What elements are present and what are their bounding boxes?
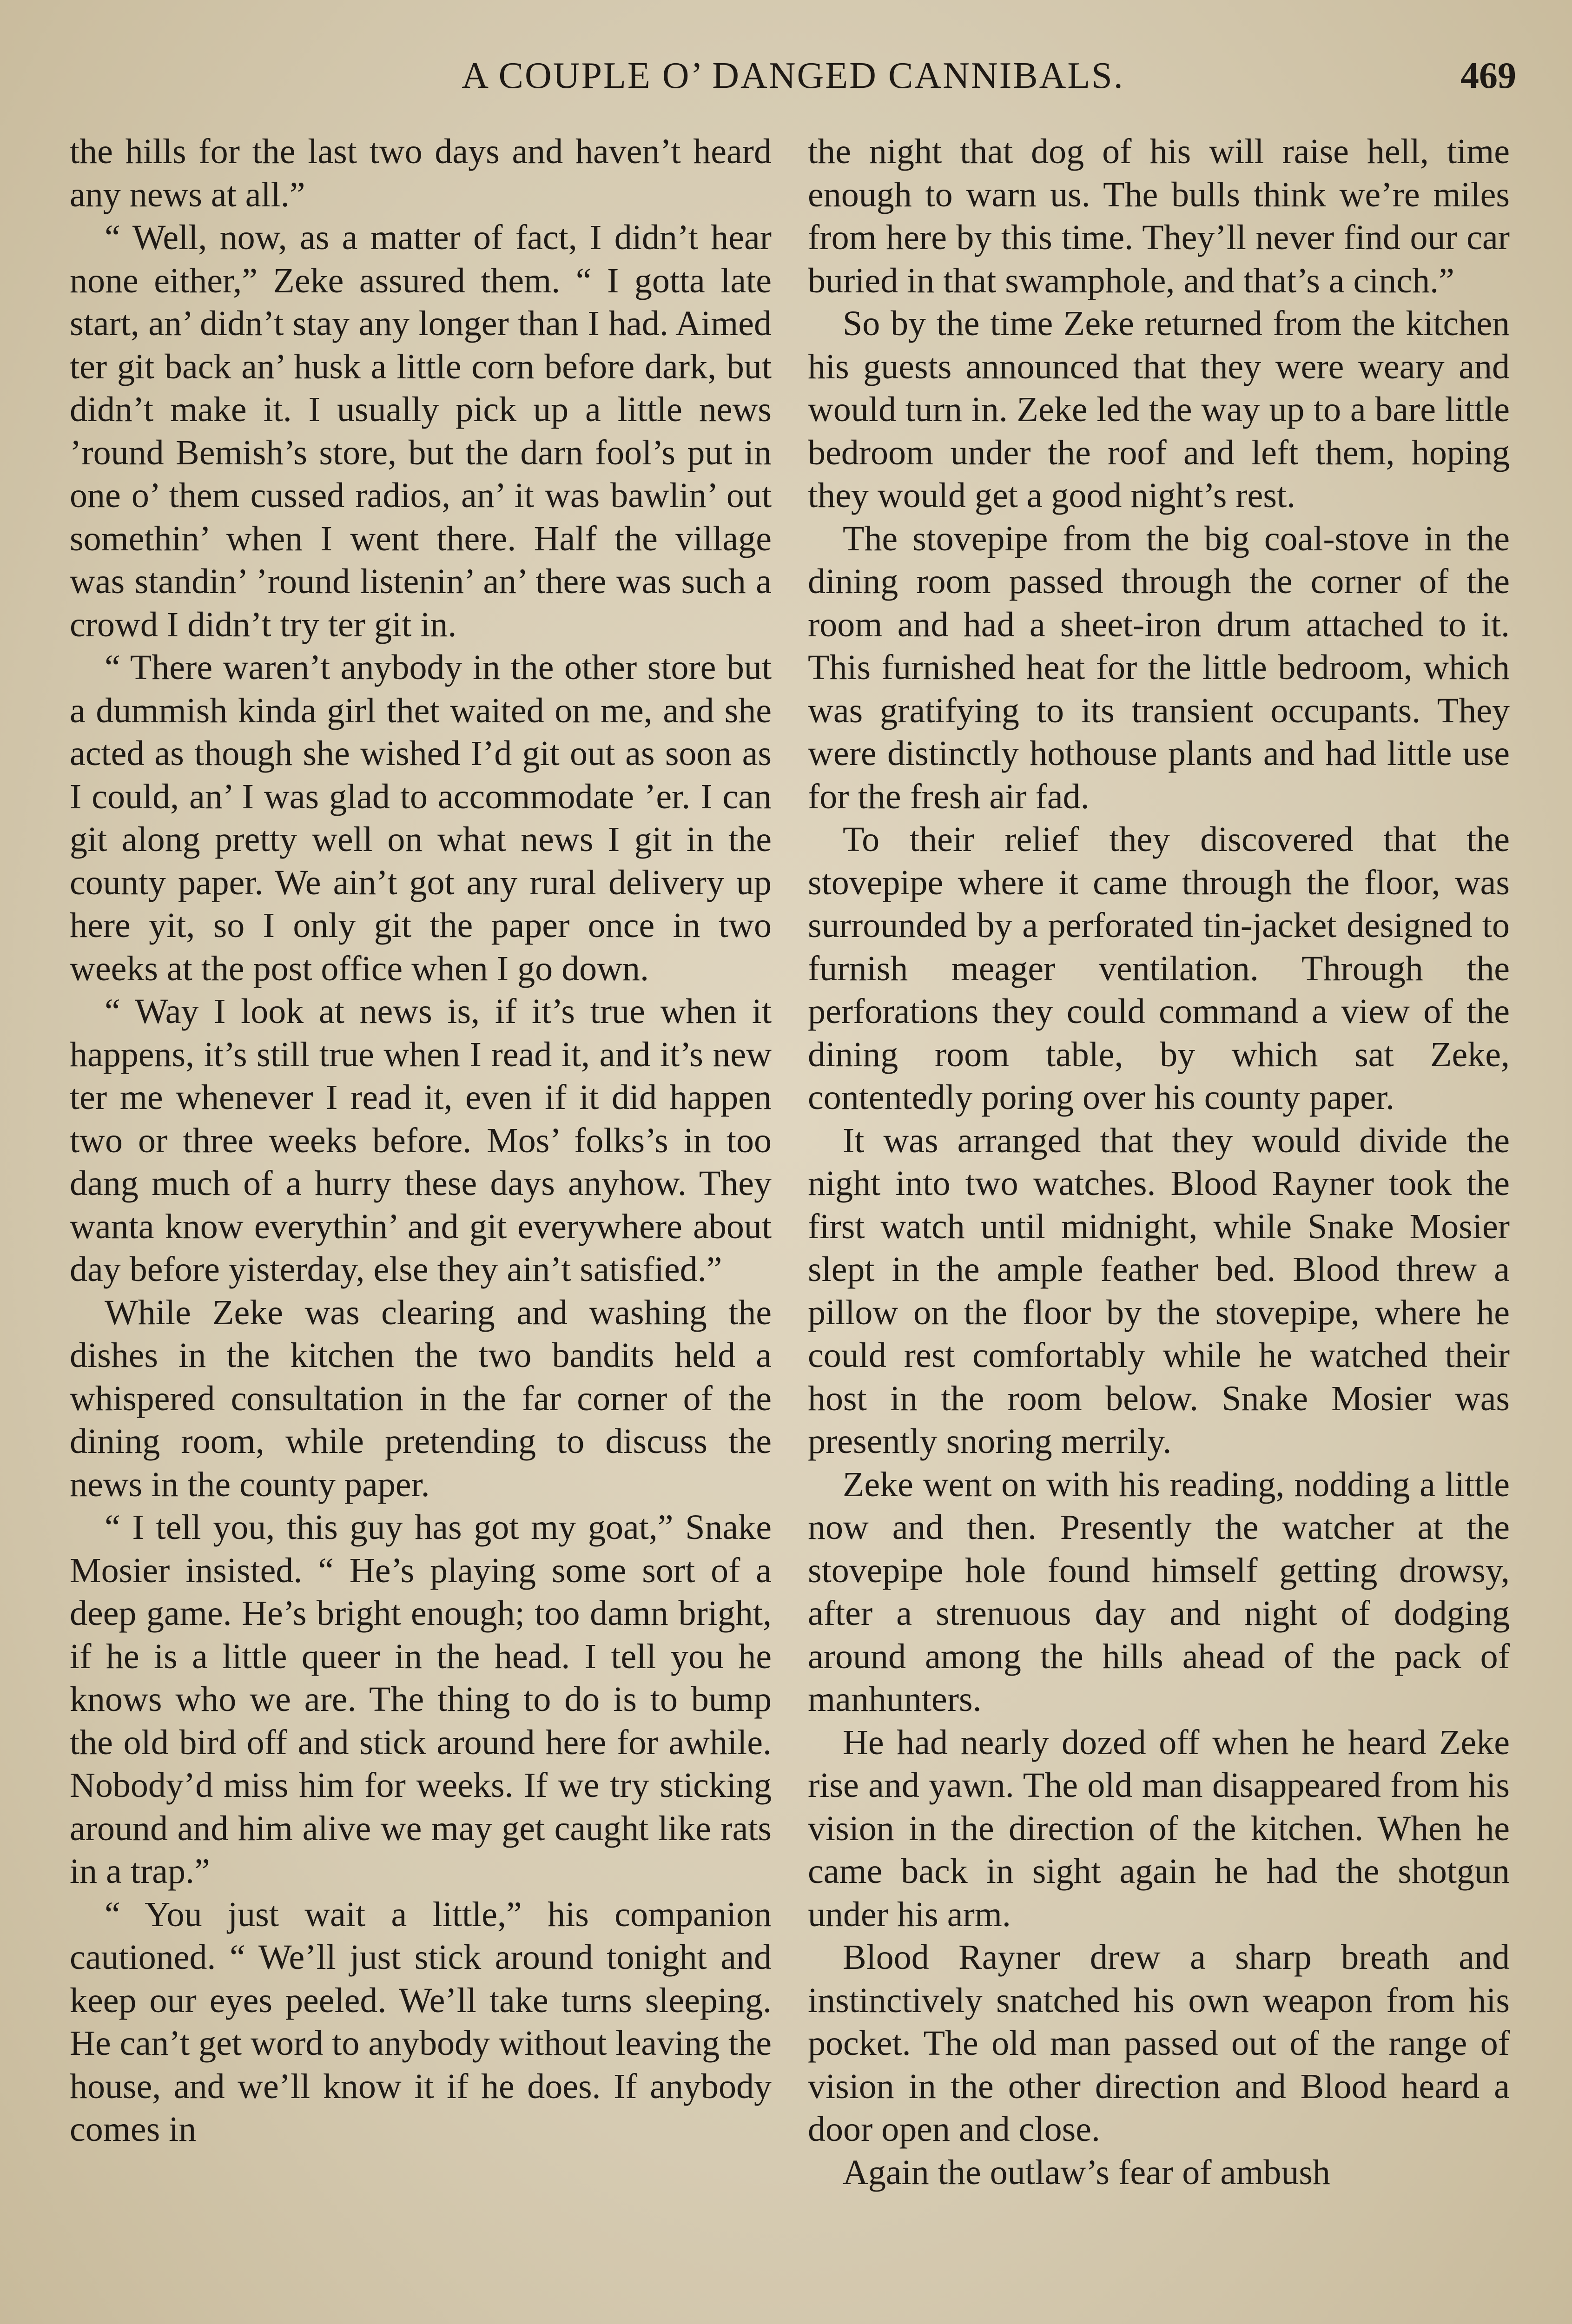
paragraph: the night that dog of his will raise hell, time enough to warn us. The bulls think we’re miles from here by this time. They’ll never find our car buried in that swamphole, and that’s a cinch.” <box>808 132 1510 300</box>
paragraph: “ You just wait a little,” his companion cautioned. “ We’ll just stick around tonight and keep our eyes peeled. We’ll take turns sleeping. He can’t get word to anybody without leaving the house, and we’ll know it if he does. If anybody comes in <box>70 1895 772 2149</box>
right-column <box>808 130 1510 2194</box>
paragraph: He had nearly dozed off when he heard Zeke rise and yawn. The old man disappeared from his vision in the direction of the kitchen. When he came back in sight again he had the shotgun under his arm. <box>808 1723 1510 1934</box>
paragraph: “ I tell you, this guy has got my goat,” Snake Mosier insisted. “ He’s playing some sort of a deep game. He’s bright enough; too damn bright, if he is a little queer in the head. I tell you he knows who we are. The thing to do is to bump the old bird off and stick around here for awhile. Nobody’d miss him for weeks. If we try sticking around and him alive we may get caught like rats in a trap.” <box>70 1508 772 1891</box>
running-title: A COUPLE O’ DANGED CANNIBALS. <box>462 55 1124 96</box>
paragraph: To their relief they discovered that the stovepipe where it came through the floor, was surrounded by a perforated tin-jacket designed to furnish meager ventilation. Through the perforations they could command a view of the dining room table, by which sat Zeke, contentedly poring over his county paper. <box>808 820 1510 1117</box>
page-number: 469 <box>1460 55 1516 96</box>
paragraph: “ Way I look at news is, if it’s true when it happens, it’s still true when I read it, and it’s new ter me whenever I read it, even if it did happen two or three weeks before. Mos’ folks’s in too dang much of a hurry these days anyhow. They wanta know everythin’ and git everywhere about day before yisterday, else they ain’t satisfied.” <box>70 992 772 1289</box>
page-header <box>70 41 1516 111</box>
paragraph: Zeke went on with his reading, nodding a little now and then. Presently the watcher at the stovepipe hole found himself getting drowsy, after a strenuous day and night of dodging around among the hills ahead of the pack of manhunters. <box>808 1465 1510 1719</box>
paragraph: “ Well, now, as a matter of fact, I didn’t hear none either,” Zeke assured them. “ I gotta late start, an’ didn’t stay any longer than I had. Aimed ter git back an’ husk a little corn before dark, but didn’t make it. I usually pick up a little news ’round Bemish’s store, but the darn fool’s put in one o’ them cussed radios, an’ it was bawlin’ out somethin’ when I went there. Half the village was standin’ ’round listenin’ an’ there was such a crowd I didn’t try ter git in. <box>70 218 772 644</box>
paragraph: While Zeke was clearing and washing the dishes in the kitchen the two bandits held a whispered consultation in the far corner of the dining room, while pretending to discuss the news in the county paper. <box>70 1293 772 1504</box>
paragraph: The stovepipe from the big coal-stove in the dining room passed through the corner of the room and had a sheet-iron drum attached to it. This furnished heat for the little bedroom, which was gratifying to its transient occupants. They were distinctly hothouse plants and had little use for the fresh air fad. <box>808 519 1510 816</box>
paragraph: Again the outlaw’s fear of ambush <box>843 2152 1330 2192</box>
left-column <box>70 130 772 2151</box>
paragraph: the hills for the last two days and haven’t heard any news at all.” <box>70 132 772 214</box>
paragraph: “ There waren’t anybody in the other store but a dummish kinda girl thet waited on me, and she acted as though she wished I’d git out as soon as I could, an’ I was glad to accommodate ’er. I can git along pretty well on what news I git in the county paper. We ain’t got any rural delivery up here yit, so I only git the paper once in two weeks at the post office when I go down. <box>70 648 772 988</box>
paragraph: It was arranged that they would divide the night into two watches. Blood Rayner took the first watch until midnight, while Snake Mosier slept in the ample feather bed. Blood threw a pillow on the floor by the stovepipe, where he could rest comfortably while he watched their host in the room below. Snake Mosier was presently snoring merrily. <box>808 1121 1510 1461</box>
paragraph: So by the time Zeke returned from the kitchen his guests announced that they were weary and would turn in. Zeke led the way up to a bare little bedroom under the roof and left them, hoping they would get a good night’s rest. <box>808 304 1510 515</box>
paragraph: Blood Rayner drew a sharp breath and instinctively snatched his own weapon from his pocket. The old man passed out of the range of vision in the other direction and Blood heard a door open and close. <box>808 1938 1510 2149</box>
